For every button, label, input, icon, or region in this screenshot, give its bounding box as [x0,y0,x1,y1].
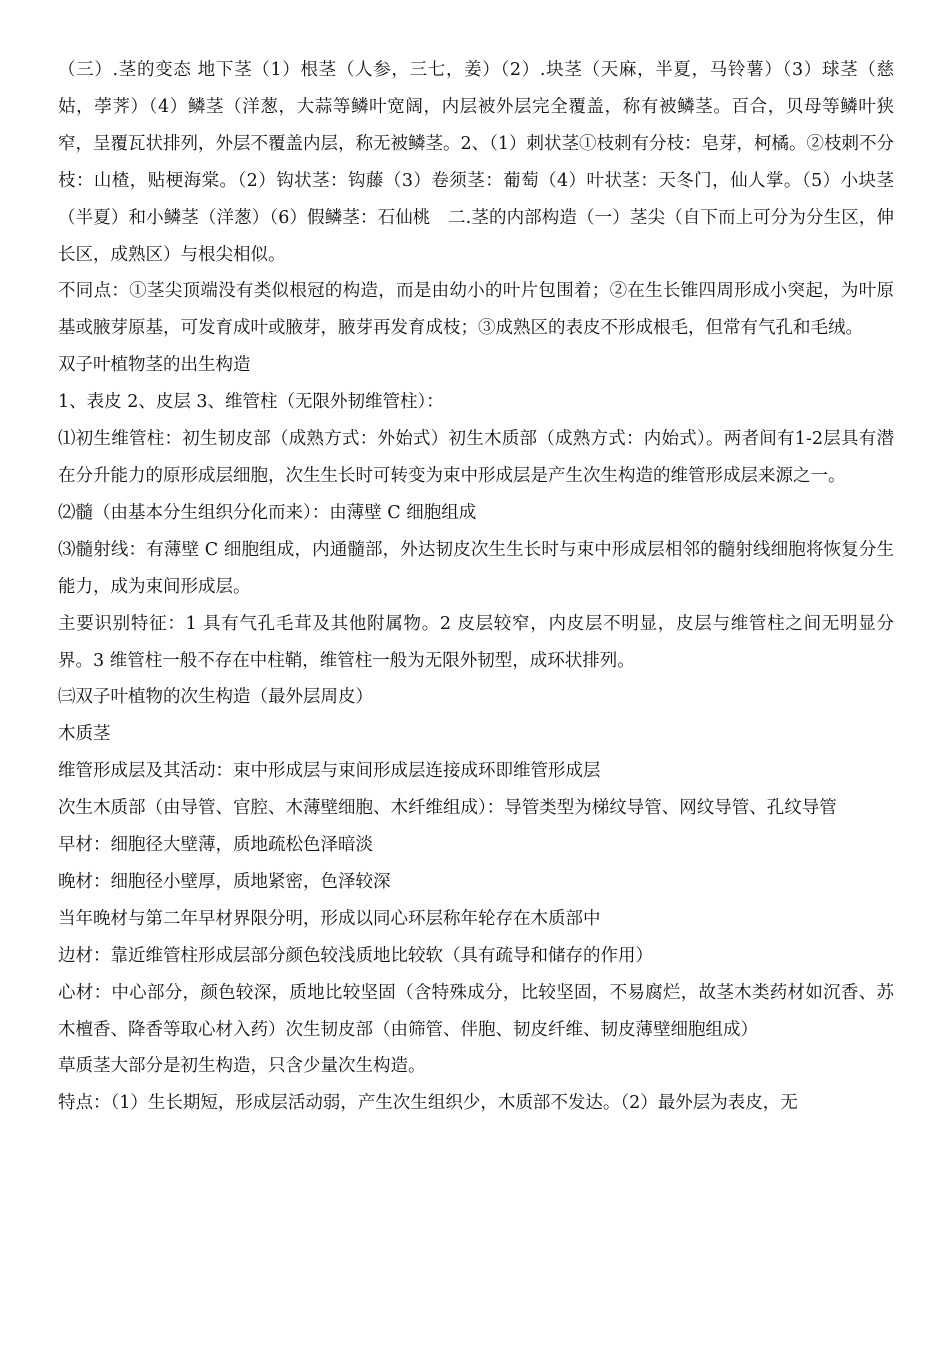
paragraph-pith: ⑵髓（由基本分生组织分化而来）：由薄壁 C 细胞组成 [58,502,477,523]
paragraph-identification-features: 主要识别特征：1 具有气孔毛茸及其他附属物。2 皮层较窄，内皮层不明显，皮层与维管柱之间无明显分界。3 维管柱一般不存在中柱鞘，维管柱一般为无限外韧型，成环状排列。 [58,613,894,671]
paragraph-late-wood: 晚材：细胞径小壁厚，质地紧密，色泽较深 [58,871,391,892]
paragraph-annual-rings: 当年晚材与第二年早材界限分明，形成以同心环层称年轮存在木质部中 [58,908,601,929]
paragraph-stem-metamorphosis: （三）.茎的变态 地下茎（1）根茎（人参，三七，姜）（2）.块茎（天麻，半夏，马铃薯）（3）球茎（慈姑，荸荠）（4）鳞茎（洋葱，大蒜等鳞叶宽阔，内层被外层完全覆盖，称有被鳞茎。百合，贝母等鳞叶狭窄，呈覆瓦状排列，外层不覆盖内层，称无被鳞茎。2、（1）刺状茎①枝刺有分枝：皂芽，柯橘。②枝刺不分枝：山楂，贴梗海棠。（2）钩状茎：钩藤（3）卷须茎：葡萄（4）叶状茎：天冬门，仙人掌。（5）小块茎（半夏）和小鳞茎（洋葱）（6）假鳞茎：石仙桃 二.茎的内部构造（一）茎尖（自下而上可分为分生区，伸长区，成熟区）与根尖相似。 [58,60,895,265]
paragraph-pith-ray: ⑶髓射线：有薄壁 C 细胞组成，内通髓部，外达韧皮次生生长时与束中形成层相邻的髓射线细胞将恢复分生能力，成为束间形成层。 [58,539,894,597]
paragraph-features: 特点：（1）生长期短，形成层活动弱，产生次生组织少，木质部不发达。（2）最外层为表皮，无 [58,1093,798,1114]
paragraph-early-wood: 早材：细胞径大壁薄，质地疏松色泽暗淡 [58,835,373,856]
paragraph-primary-vascular-column: ⑴初生维管柱：初生韧皮部（成熟方式：外始式）初生木质部（成熟方式：内始式）。两者间有1-2层具有潜在分升能力的原形成层细胞，次生生长时可转变为束中形成层是产生次生构造的维管形成层来源之一。 [58,429,894,486]
paragraph-vascular-cambium: 维管形成层及其活动：束中形成层与束间形成层连接成环即维管形成层 [58,761,601,782]
heading-dicot-primary-structure: 双子叶植物茎的出生构造 [58,355,251,376]
document-body [58,52,894,1122]
heading-dicot-secondary-structure: ㈢双子叶植物的次生构造（最外层周皮） [58,687,373,708]
paragraph-herbaceous-stem: 草质茎大部分是初生构造，只含少量次生构造。 [58,1056,426,1077]
heading-woody-stem: 木质茎 [58,724,111,745]
paragraph-secondary-xylem: 次生木质部（由导管、官腔、木薄壁细胞、木纤维组成）：导管类型为梯纹导管、网纹导管、孔纹导管 [58,798,837,819]
paragraph-heartwood: 心材：中心部分，颜色较深，质地比较坚固（含特殊成分，比较坚固，不易腐烂，故茎木类药材如沉香、苏木檀香、降香等取心材入药）次生韧皮部（由筛管、伴胞、韧皮纤维、韧皮薄壁细胞组成） [58,982,894,1040]
paragraph-tissue-list: 1、表皮 2、皮层 3、维管柱（无限外韧维管柱）： [58,392,444,413]
paragraph-differences: 不同点：①茎尖顶端没有类似根冠的构造，而是由幼小的叶片包围着；②在生长锥四周形成小突起，为叶原基或腋芽原基，可发育成叶或腋芽，腋芽再发育成枝；③成熟区的表皮不形成根毛，但常有气孔和毛绒。 [58,281,894,339]
paragraph-sapwood: 边材：靠近维管柱形成层部分颜色较浅质地比较软（具有疏导和储存的作用） [58,945,653,966]
